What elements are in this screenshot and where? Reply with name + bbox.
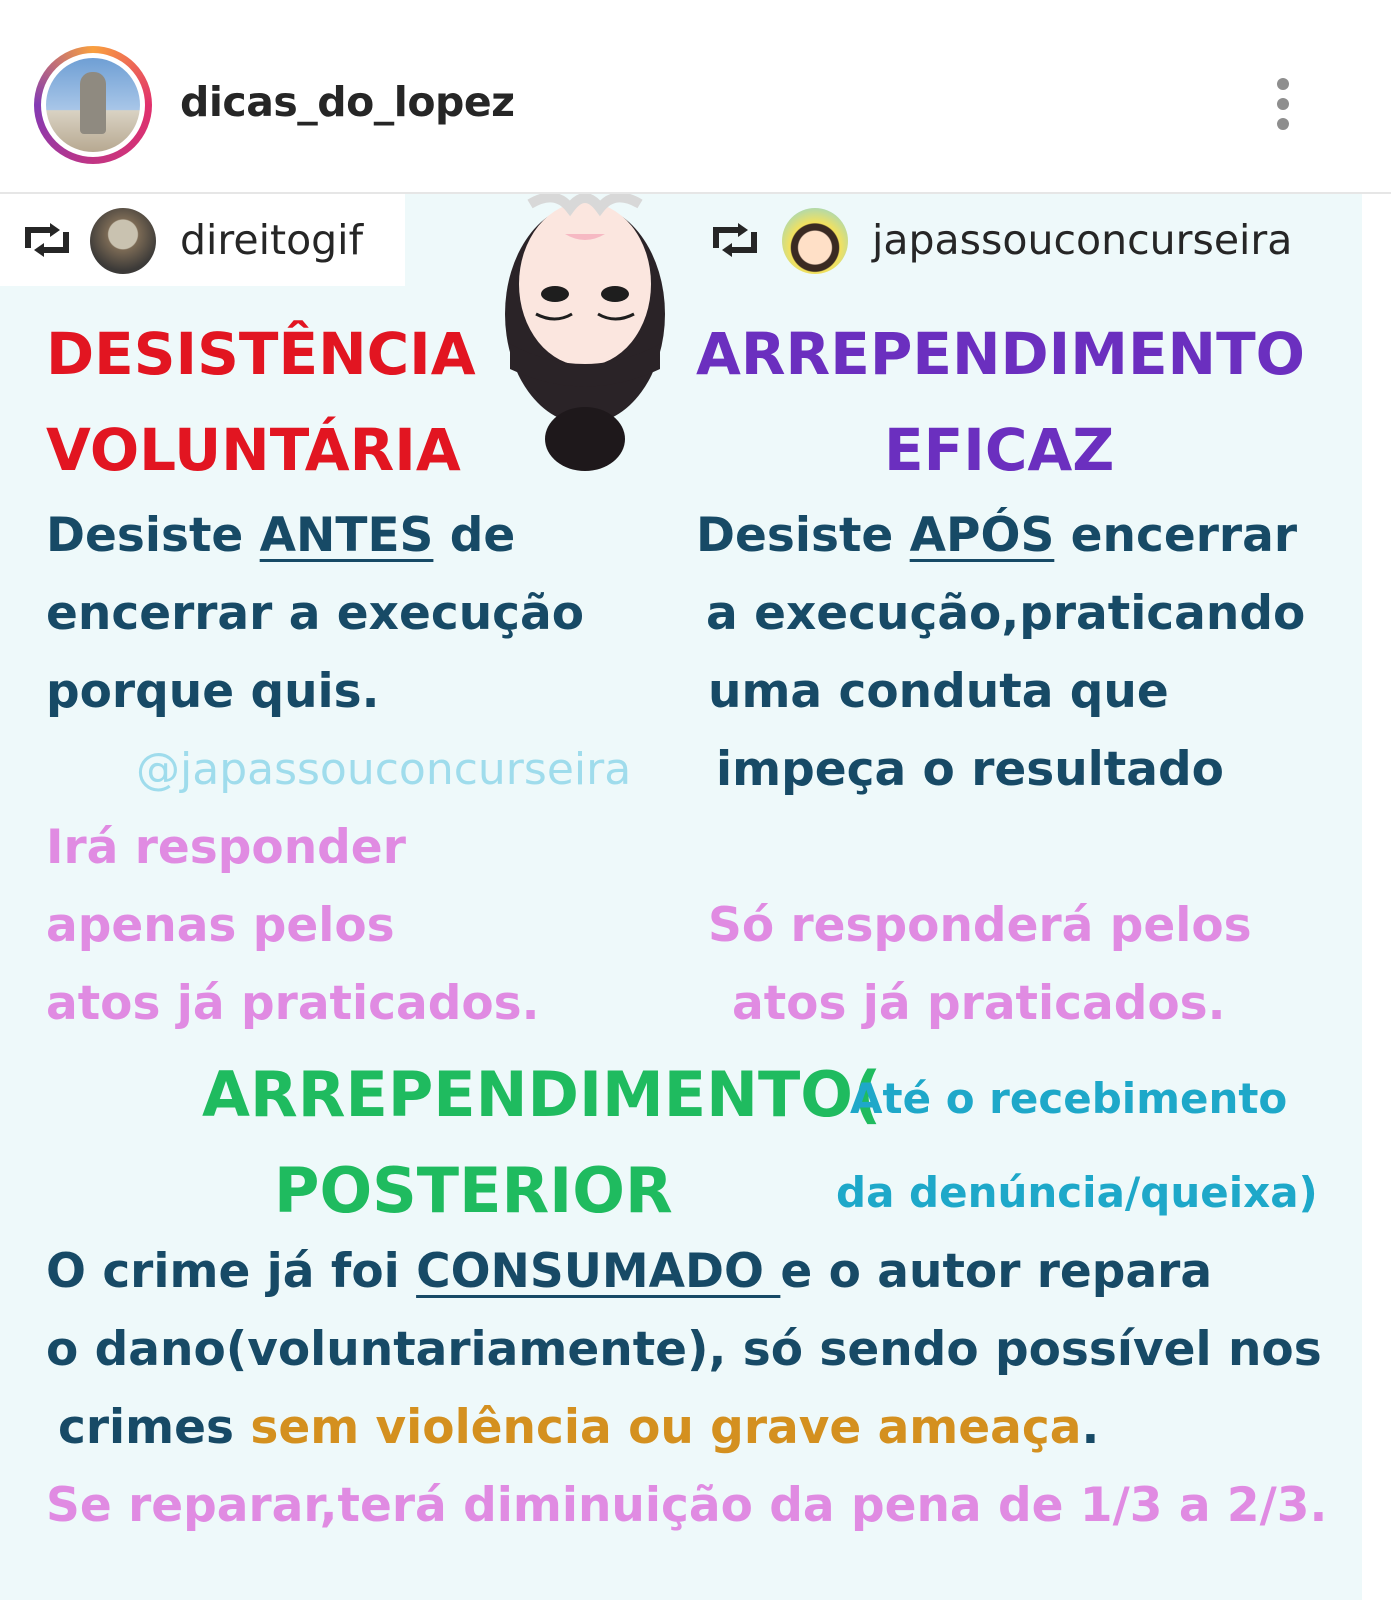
title-eficaz: EFICAZ xyxy=(884,416,1115,484)
desc-left-line3: porque quis. xyxy=(46,664,380,719)
repost-icon xyxy=(710,222,760,258)
repost-icon xyxy=(22,222,72,258)
desc-bottom-line2: o dano(voluntariamente), só sendo possível nos xyxy=(46,1322,1322,1377)
more-vertical-icon[interactable] xyxy=(1268,78,1298,134)
watermark: @japassouconcurseira xyxy=(136,744,632,795)
desc-bottom-line1: O crime já foi CONSUMADO e o autor repara xyxy=(46,1244,1213,1299)
note-line2: da denúncia/queixa) xyxy=(836,1168,1318,1217)
title-voluntaria: VOLUNTÁRIA xyxy=(46,416,461,484)
final-line: Se reparar,terá diminuição da pena de 1/3 a 2/3. xyxy=(46,1478,1328,1533)
desc-right-line3: uma conduta que xyxy=(708,664,1169,719)
title-arrependimento-posterior: ARREPENDIMENTO( xyxy=(202,1058,882,1131)
resp-right-line2: atos já praticados. xyxy=(732,976,1226,1031)
repost-username-right[interactable]: japassouconcurseira xyxy=(872,216,1293,264)
japassouconcurseira-avatar[interactable] xyxy=(782,208,848,274)
direitogif-avatar[interactable] xyxy=(90,208,156,274)
statue-image xyxy=(46,58,140,152)
desc-left-line1: Desiste ANTES de xyxy=(46,508,516,563)
cartoon-girl-illustration xyxy=(500,194,670,474)
resp-right-line1: Só responderá pelos xyxy=(708,898,1252,953)
repost-credit-right xyxy=(706,194,1362,286)
desc-right-line2: a execução,praticando xyxy=(706,586,1306,641)
desc-left-line2: encerrar a execução xyxy=(46,586,585,641)
username[interactable]: dicas_do_lopez xyxy=(180,78,515,126)
desc-bottom-line3: crimes sem violência ou grave ameaça. xyxy=(58,1400,1100,1455)
post-header xyxy=(0,0,1391,194)
post-image xyxy=(0,194,1362,1600)
title-arrependimento-eficaz: ARREPENDIMENTO xyxy=(696,320,1305,388)
note-line1: Até o recebimento xyxy=(850,1074,1288,1123)
desc-right-line1: Desiste APÓS encerrar xyxy=(696,508,1298,563)
profile-avatar[interactable] xyxy=(34,46,152,164)
repost-username-left[interactable]: direitogif xyxy=(180,216,363,264)
resp-left-line1: Irá responder xyxy=(46,820,406,875)
resp-left-line2: apenas pelos xyxy=(46,898,395,953)
desc-right-line4: impeça o resultado xyxy=(716,742,1224,797)
repost-credit-left xyxy=(0,194,405,286)
title-posterior: POSTERIOR xyxy=(274,1154,673,1227)
resp-left-line3: atos já praticados. xyxy=(46,976,540,1031)
title-desistencia: DESISTÊNCIA xyxy=(46,320,476,388)
